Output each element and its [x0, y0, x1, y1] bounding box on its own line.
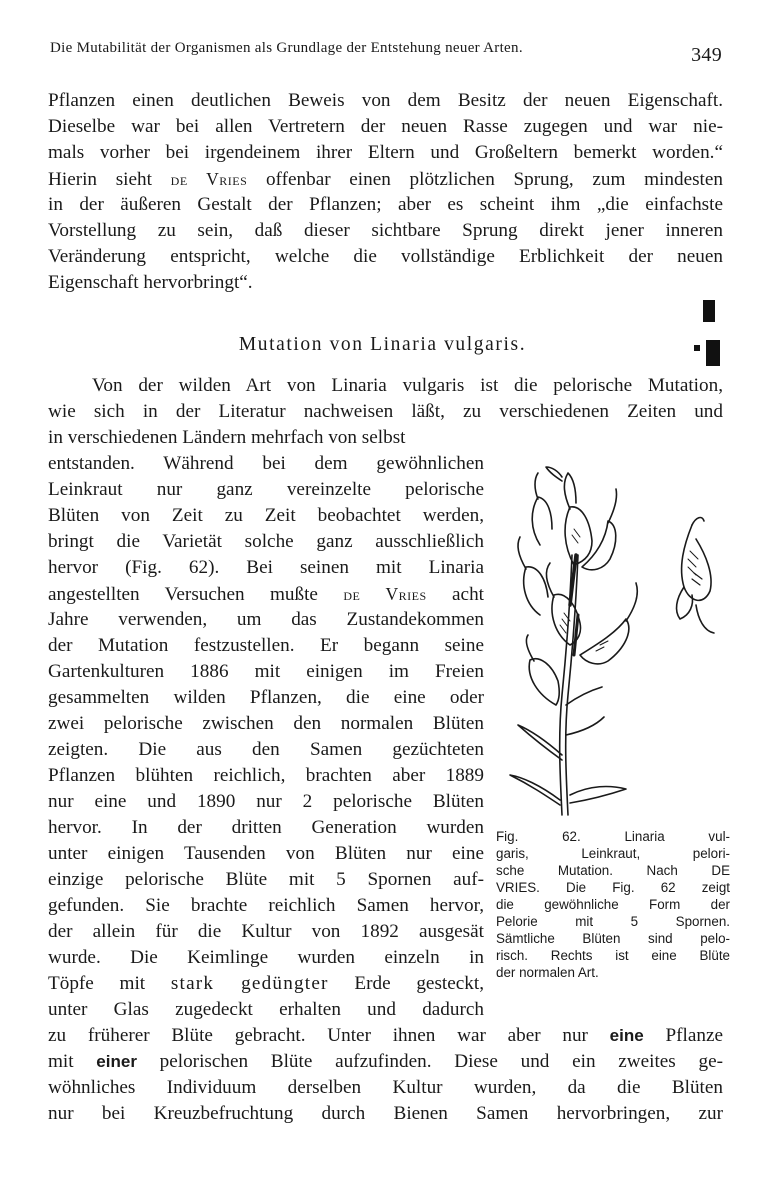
text-line: bringt die Varietät solche ganz ausschließlich	[48, 531, 484, 552]
text-line: in der äußeren Gestalt der Pflanzen; aber es scheint ihm „die einfachste	[48, 194, 723, 215]
text-line: mals vorher bei irgendeinem ihrer Eltern und Großeltern bemerkt worden.“	[48, 142, 723, 163]
text-line: zwei pelorische zwischen den normalen Blüten	[48, 713, 484, 734]
text-line: gefunden. Sie brachte reichlich Samen hervor,	[48, 895, 484, 916]
caption-line: VRIES. Die Fig. 62 zeigt	[496, 880, 730, 895]
margin-marker	[703, 300, 715, 322]
text-line: wurde. Die Keimlinge wurden einzeln in	[48, 947, 484, 968]
text-line: nur eine und 1890 nur 2 pelorische Blüten	[48, 791, 484, 812]
text-line: Eigenschaft hervorbringt“.	[48, 272, 253, 293]
text-line: angestellten Versuchen mußte de Vries acht	[48, 584, 484, 605]
text-line: Töpfe mit stark gedüngter Erde gesteckt,	[48, 973, 484, 994]
text-line: wöhnliches Individuum derselben Kultur wurden, da die Blüten	[48, 1077, 723, 1098]
caption-line: garis, Leinkraut, pelori-	[496, 846, 730, 861]
text-line: zeigten. Die aus den Samen gezüchteten	[48, 739, 484, 760]
text-line: zu früherer Blüte gebracht. Unter ihnen war aber nur eine Pflanze	[48, 1025, 723, 1046]
caption-line: Sämtliche Blüten sind pelo-	[496, 931, 730, 946]
text-line: Pflanzen einen deutlichen Beweis von dem Besitz der neuen Eigenschaft.	[48, 90, 723, 111]
spaced-emphasis: stark gedüngter	[170, 973, 329, 994]
text-line: entstanden. Während bei dem gewöhnlichen	[48, 453, 484, 474]
text-line: der Mutation festzustellen. Er begann seine	[48, 635, 484, 656]
text-line: Leinkraut nur ganz vereinzelte pelorische	[48, 479, 484, 500]
text-line: Jahre verwenden, um das Zustandekommen	[48, 609, 484, 630]
linaria-illustration	[500, 455, 730, 825]
text-line: einzige pelorische Blüte mit 5 Spornen auf-	[48, 869, 484, 890]
caption-line: risch. Rechts ist eine Blüte	[496, 948, 730, 963]
text-line: hervor (Fig. 62). Bei seinen mit Linaria	[48, 557, 484, 578]
text-line: mit einer pelorischen Blüte aufzufinden. Diese und ein zweites ge-	[48, 1051, 723, 1072]
figure-caption	[496, 828, 730, 981]
caption-line: sche Mutation. Nach DE	[496, 863, 730, 878]
emphasis: einer	[96, 1052, 137, 1071]
text-line: Von der wilden Art von Linaria vulgaris ist die pelorische Mutation,	[92, 375, 723, 396]
emphasis: eine	[609, 1026, 644, 1045]
caption-line: der normalen Art.	[496, 965, 599, 980]
text-line: hervor. In der dritten Generation wurden	[48, 817, 484, 838]
caption-line: Fig. 62. Linaria vul-	[496, 829, 730, 844]
text-line: der allein für die Kultur von 1892 ausgesät	[48, 921, 484, 942]
page-number: 349	[691, 44, 722, 66]
text-line: unter Glas zugedeckt erhalten und dadurch	[48, 999, 484, 1020]
section-title: Mutation von Linaria vulgaris.	[238, 334, 527, 355]
text-line: gesammelten wilden Pflanzen, die eine oder	[48, 687, 484, 708]
text-line: in verschiedenen Ländern mehrfach von selbst	[48, 427, 406, 448]
author-name: de Vries	[170, 169, 248, 189]
caption-line: Pelorie mit 5 Spornen.	[496, 914, 730, 929]
text-line: wie sich in der Literatur nachweisen läßt, zu verschiedenen Zeiten und	[48, 401, 723, 422]
text-line: Pflanzen blühten reichlich, brachten aber 1889	[48, 765, 484, 786]
author-name: de Vries	[343, 584, 427, 604]
running-title: Die Mutabilität der Organismen als Grundlage der Entstehung neuer Arten.	[50, 40, 523, 56]
caption-line: die gewöhnliche Form der	[496, 897, 730, 912]
text-line: Veränderung entspricht, welche die vollständige Erblichkeit der neuen	[48, 246, 723, 267]
text-line: nur bei Kreuzbefruchtung durch Bienen Samen hervorbringen, zur	[48, 1103, 723, 1124]
running-header	[50, 40, 730, 72]
text-line: Vorstellung zu sein, daß dieser sichtbare Sprung direkt jener inneren	[48, 220, 723, 241]
text-line: Gartenkulturen 1886 mit einigen im Freien	[48, 661, 484, 682]
text-line: Dieselbe war bei allen Vertretern der neuen Rasse zugegen und war nie-	[48, 116, 723, 137]
text-line: unter einigen Tausenden von Blüten nur eine	[48, 843, 484, 864]
text-line: Hierin sieht de Vries offenbar einen plötzlichen Sprung, zum mindesten	[48, 169, 724, 190]
text-line: Blüten von Zeit zu Zeit beobachtet werden,	[48, 505, 484, 526]
